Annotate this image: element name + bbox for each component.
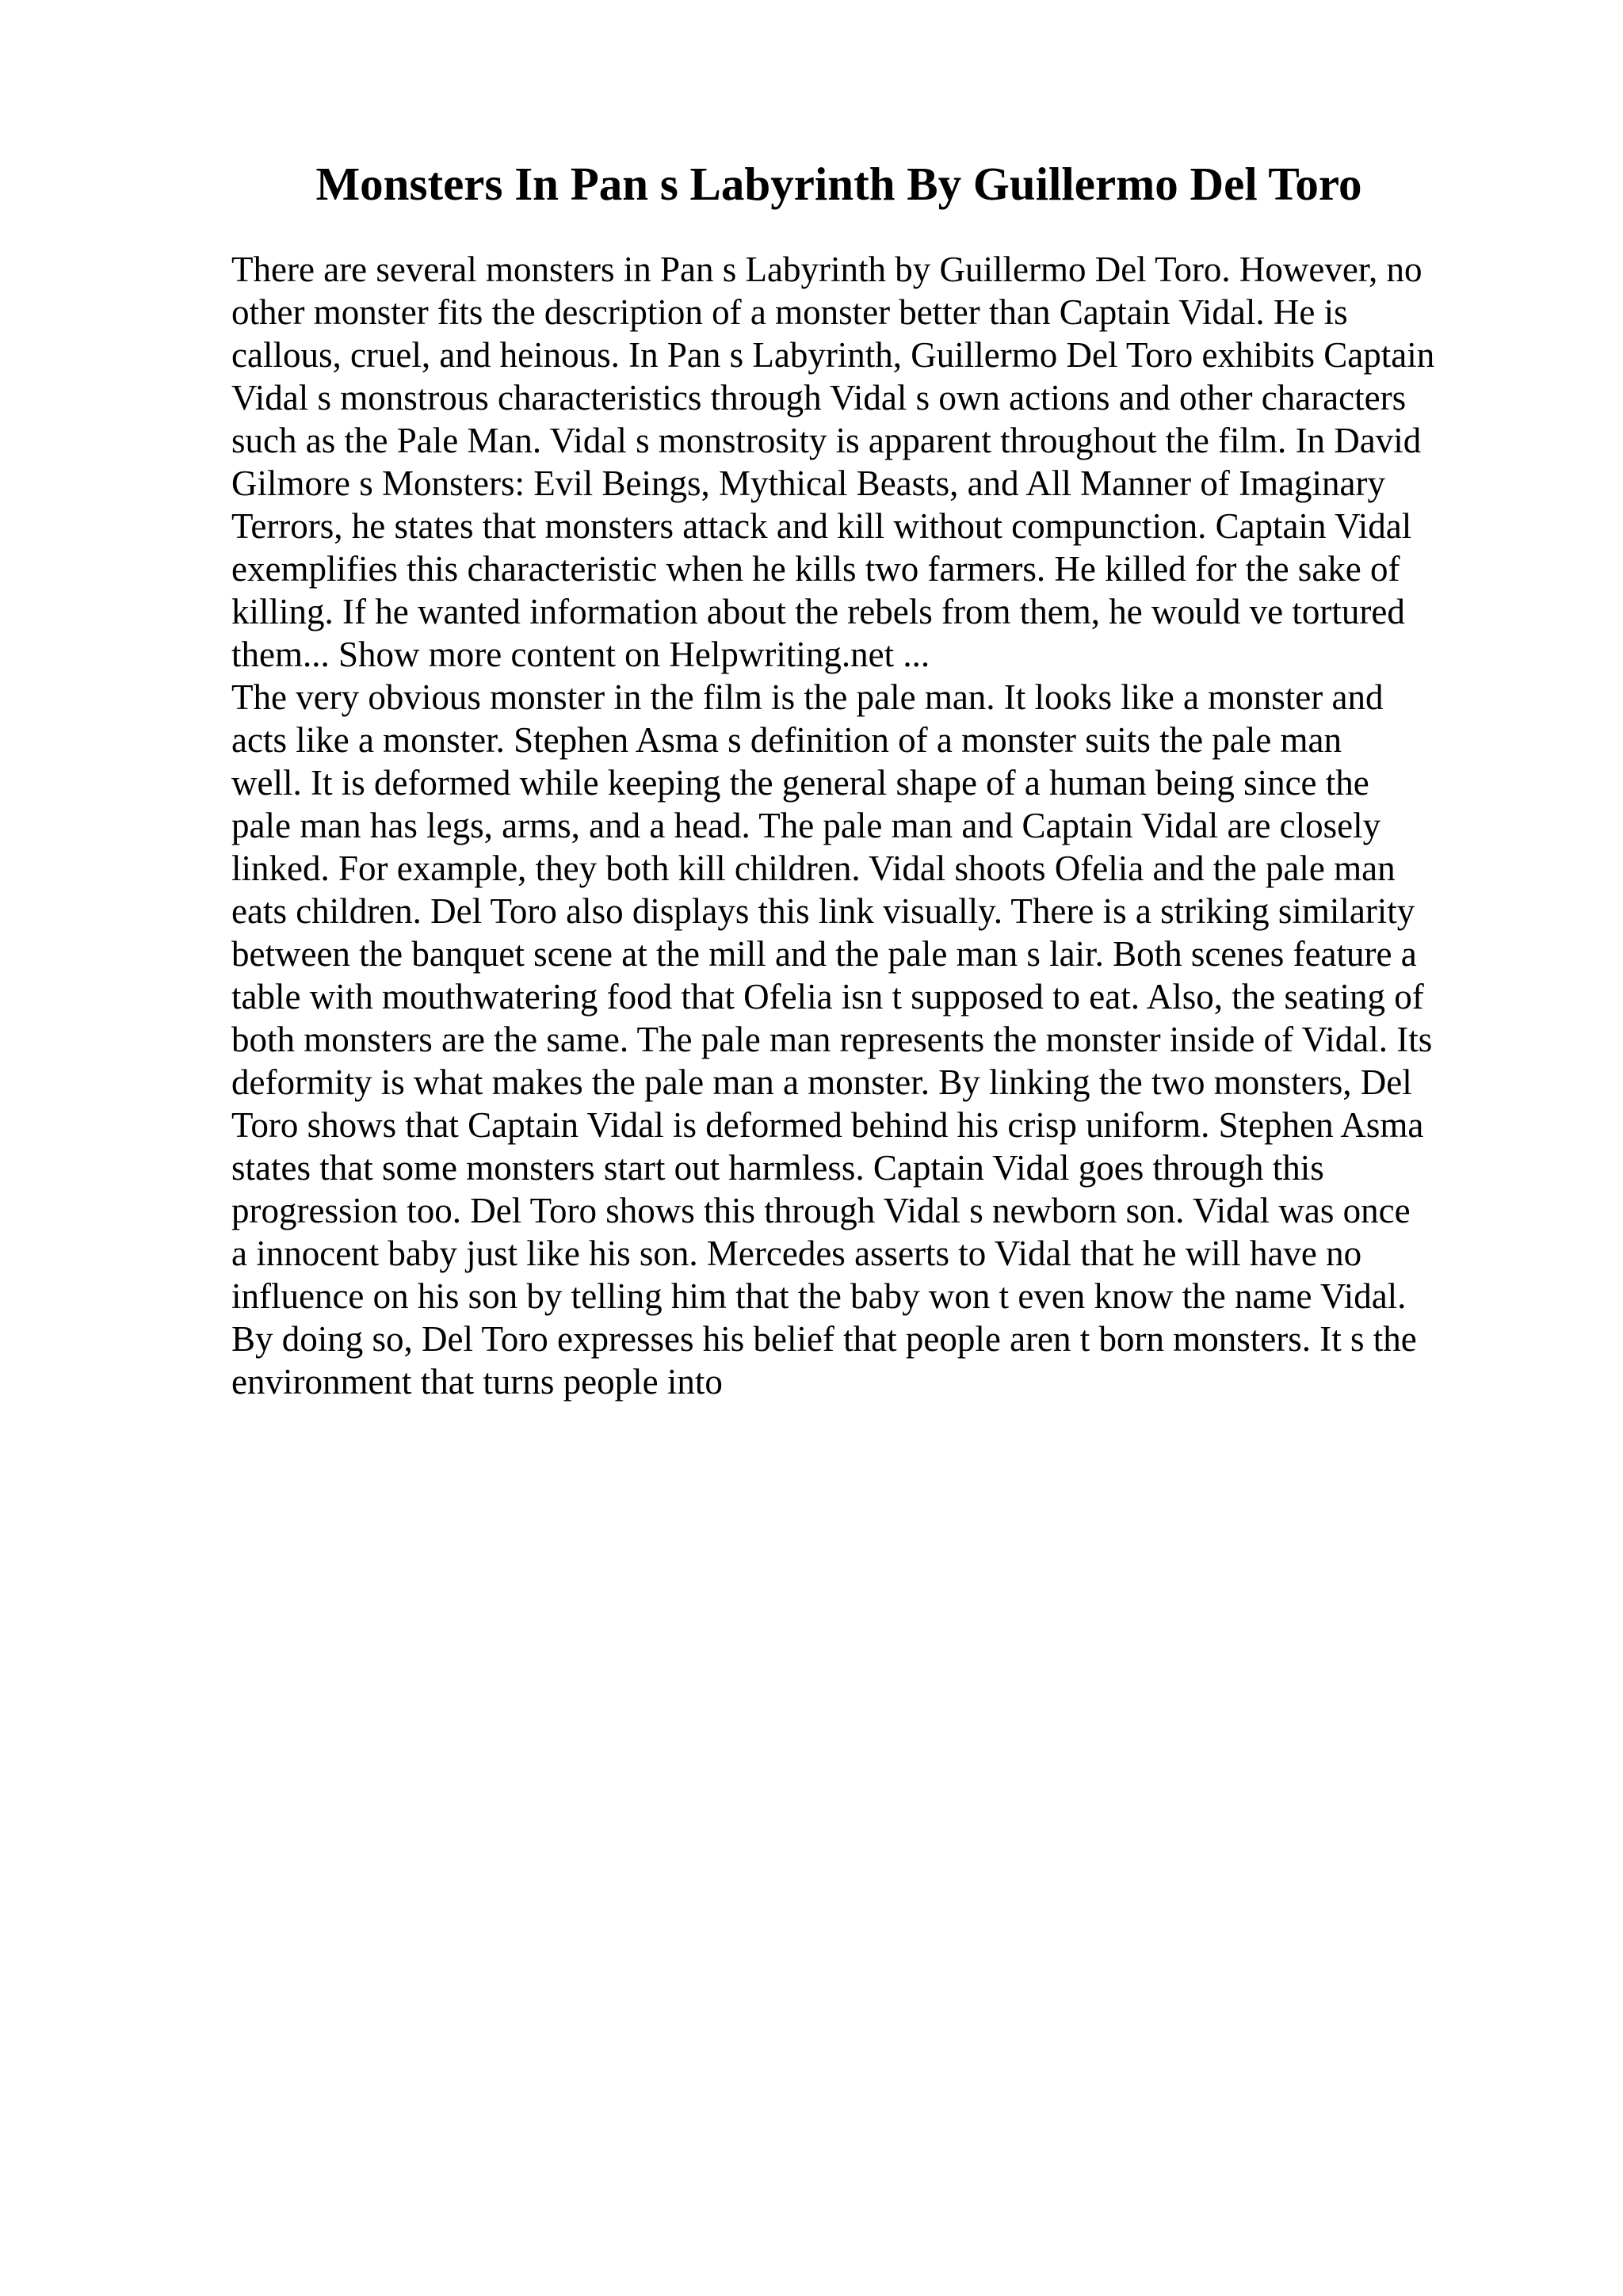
body-line-21: Toro shows that Captain Vidal is deformed behind his crisp uniform. Stephen Asma bbox=[231, 1105, 1424, 1145]
body-line-5: such as the Pale Man. Vidal s monstrosity is apparent throughout the film. In David bbox=[231, 421, 1422, 460]
body-line-26: By doing so, Del Toro expresses his belief that people aren t born monsters. It s the bbox=[231, 1319, 1417, 1359]
body-line-2: other monster fits the description of a monster better than Captain Vidal. He is bbox=[231, 292, 1348, 332]
body-line-14: pale man has legs, arms, and a head. The pale man and Captain Vidal are closely bbox=[231, 806, 1381, 845]
body-line-27: environment that turns people into bbox=[231, 1362, 723, 1402]
body-line-18: table with mouthwatering food that Ofelia isn t supposed to eat. Also, the seating of bbox=[231, 977, 1424, 1016]
body-line-7: Terrors, he states that monsters attack and kill without compunction. Captain Vidal bbox=[231, 506, 1412, 546]
body-line-23: progression too. Del Toro shows this through Vidal s newborn son. Vidal was once bbox=[231, 1191, 1411, 1230]
body-line-16: eats children. Del Toro also displays this link visually. There is a striking similarity bbox=[231, 891, 1415, 931]
body-line-22: states that some monsters start out harmless. Captain Vidal goes through this bbox=[231, 1148, 1324, 1188]
body-line-4: Vidal s monstrous characteristics through Vidal s own actions and other characters bbox=[231, 378, 1407, 418]
body-line-6: Gilmore s Monsters: Evil Beings, Mythical Beasts, and All Manner of Imaginary bbox=[231, 463, 1386, 503]
body-line-24: a innocent baby just like his son. Mercedes asserts to Vidal that he will have no bbox=[231, 1234, 1362, 1273]
body-line-19: both monsters are the same. The pale man represents the monster inside of Vidal. Its bbox=[231, 1020, 1433, 1059]
body-line-15: linked. For example, they both kill children. Vidal shoots Ofelia and the pale man bbox=[231, 849, 1396, 888]
body-line-10: them... Show more content on Helpwriting.net ... bbox=[231, 635, 930, 674]
body-line-12: acts like a monster. Stephen Asma s definition of a monster suits the pale man bbox=[231, 720, 1342, 760]
body-line-9: killing. If he wanted information about the rebels from them, he would ve tortured bbox=[231, 592, 1405, 631]
body-line-17: between the banquet scene at the mill and the pale man s lair. Both scenes feature a bbox=[231, 934, 1417, 974]
body-line-20: deformity is what makes the pale man a monster. By linking the two monsters, Del bbox=[231, 1062, 1412, 1102]
document-title: Monsters In Pan s Labyrinth By Guillermo Del Toro bbox=[315, 158, 1362, 210]
body-line-11: The very obvious monster in the film is the pale man. It looks like a monster and bbox=[231, 677, 1384, 717]
body-line-1: There are several monsters in Pan s Labyrinth by Guillermo Del Toro. However, no bbox=[231, 250, 1423, 289]
body-line-8: exemplifies this characteristic when he kills two farmers. He killed for the sake of bbox=[231, 549, 1400, 589]
body-line-25: influence on his son by telling him that the baby won t even know the name Vidal. bbox=[231, 1276, 1407, 1316]
body-line-3: callous, cruel, and heinous. In Pan s Labyrinth, Guillermo Del Toro exhibits Captain bbox=[231, 335, 1435, 375]
body-line-13: well. It is deformed while keeping the general shape of a human being since the bbox=[231, 763, 1369, 803]
